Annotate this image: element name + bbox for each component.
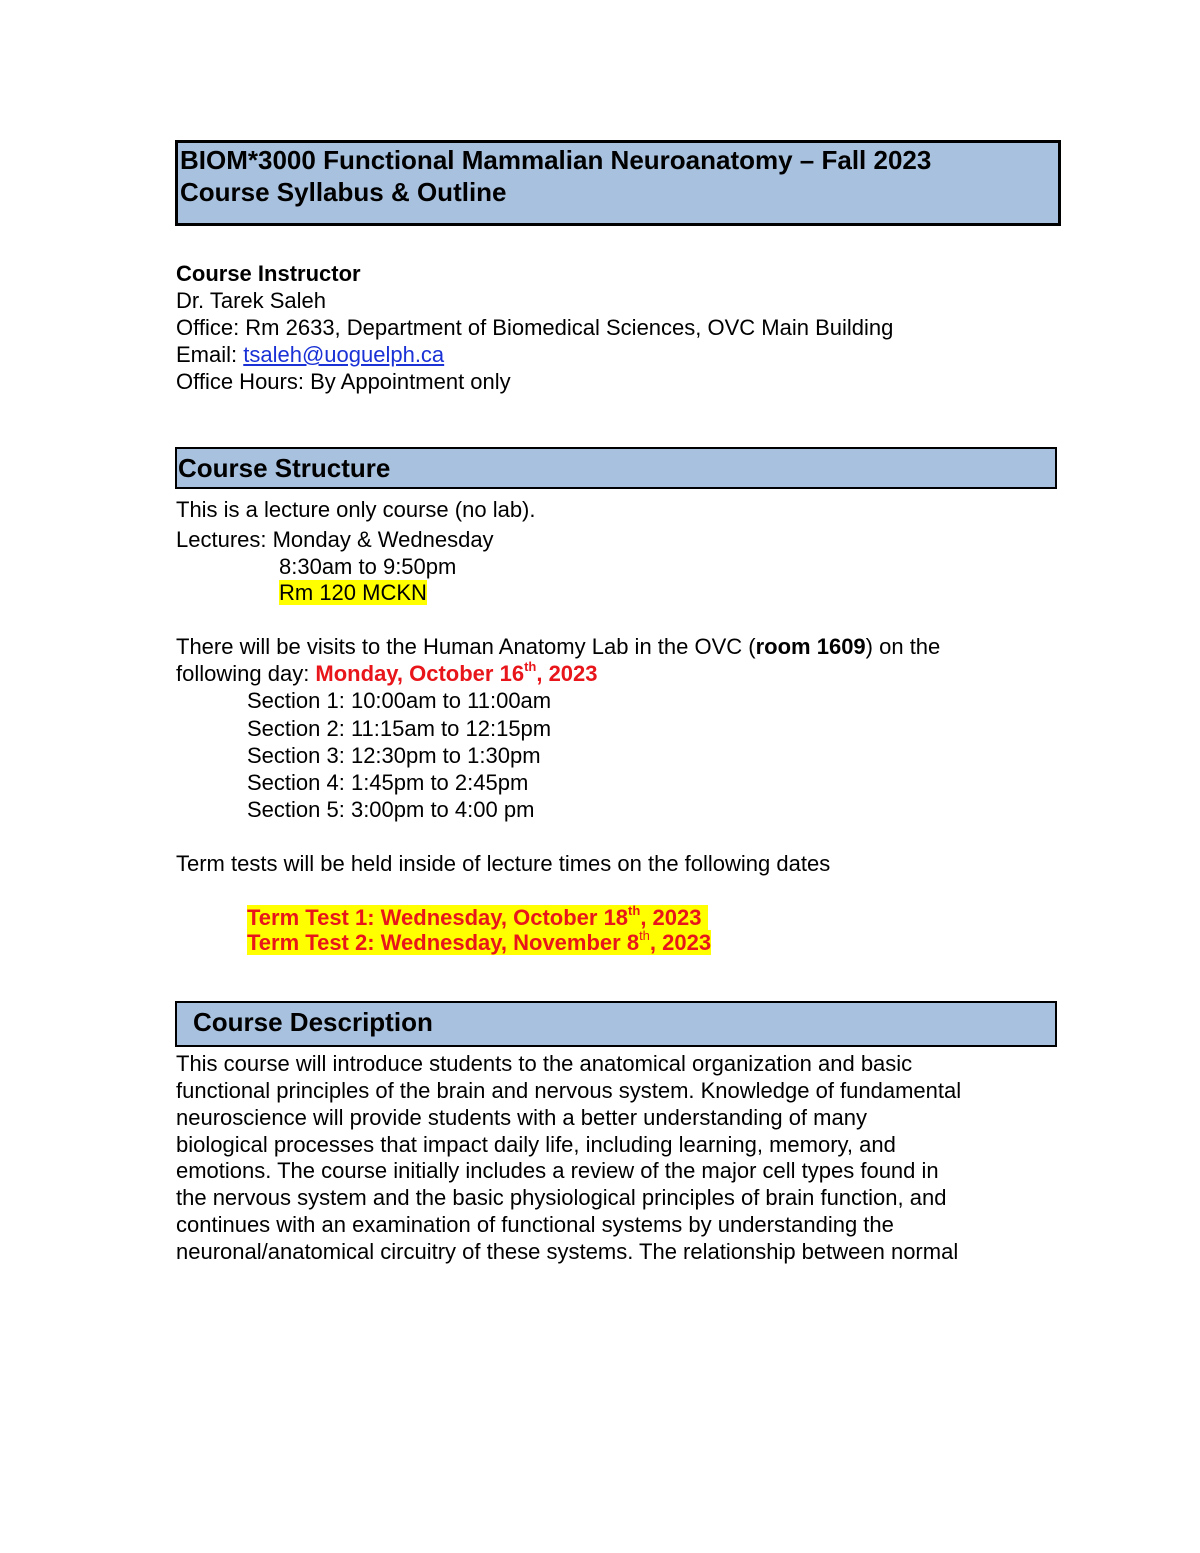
- lecture-room: Rm 120 MCKN: [279, 580, 427, 605]
- structure-intro: This is a lecture only course (no lab).: [176, 497, 536, 522]
- instructor-email-row: [176, 341, 444, 368]
- visit-date-main: Monday, October 16: [315, 661, 525, 686]
- lab-section-3: Section 3: 12:30pm to 1:30pm: [247, 743, 541, 768]
- course-description-heading: Course Description: [193, 1007, 433, 1037]
- term-test-1-main: Term Test 1: Wednesday, October 18: [247, 905, 629, 930]
- term-test-1-sup: th: [628, 902, 641, 918]
- email-label: Email:: [176, 342, 244, 367]
- visit-line-2: [176, 660, 598, 687]
- course-title: BIOM*3000 Functional Mammalian Neuroanatomy – Fall 2023: [180, 145, 932, 175]
- description-line-6: the nervous system and the basic physiological principles of brain function, and: [176, 1185, 947, 1210]
- visit-text-a: There will be visits to the Human Anatomy Lab in the OVC (: [176, 634, 756, 659]
- lab-section-5: Section 5: 3:00pm to 4:00 pm: [247, 797, 535, 822]
- lab-section-1: Section 1: 10:00am to 11:00am: [247, 688, 552, 713]
- course-description-header: [175, 1001, 1057, 1047]
- visit-date-sup: th: [524, 658, 537, 674]
- instructor-heading: Course Instructor: [176, 261, 361, 286]
- term-test-1-highlight: [247, 902, 708, 930]
- lectures-label: Lectures: Monday & Wednesday: [176, 527, 494, 552]
- term-test-1-year: , 2023: [640, 905, 702, 930]
- term-test-1: [247, 904, 708, 931]
- description-line-4: biological processes that impact daily life, including learning, memory, and: [176, 1132, 896, 1157]
- description-line-2: functional principles of the brain and nervous system. Knowledge of fundamental: [176, 1078, 962, 1103]
- visit-date-year: , 2023: [536, 661, 598, 686]
- course-structure-heading: Course Structure: [178, 453, 391, 483]
- instructor-office-hours: Office Hours: By Appointment only: [176, 369, 511, 394]
- description-line-7: continues with an examination of functional systems by understanding the: [176, 1212, 894, 1237]
- description-line-5: emotions. The course initially includes a review of the major cell types found in: [176, 1158, 939, 1183]
- term-test-2: [247, 929, 711, 956]
- title-box: [175, 140, 1061, 226]
- instructor-office: Office: Rm 2633, Department of Biomedical Sciences, OVC Main Building: [176, 315, 894, 340]
- lab-section-2: Section 2: 11:15am to 12:15pm: [247, 716, 552, 741]
- tests-intro: Term tests will be held inside of lecture times on the following dates: [176, 851, 831, 876]
- term-test-2-sup: th: [639, 927, 650, 943]
- lab-section-4: Section 4: 1:45pm to 2:45pm: [247, 770, 529, 795]
- description-line-8: neuronal/anatomical circuitry of these systems. The relationship between normal: [176, 1239, 959, 1264]
- document-subtitle: Course Syllabus & Outline: [180, 177, 507, 207]
- instructor-name: Dr. Tarek Saleh: [176, 288, 327, 313]
- term-test-2-year: , 2023: [649, 930, 712, 955]
- lecture-time: 8:30am to 9:50pm: [279, 554, 457, 579]
- visit-room: room 1609: [755, 634, 866, 659]
- lecture-room-row: [279, 579, 427, 606]
- email-link[interactable]: tsaleh@uoguelph.ca: [243, 342, 445, 367]
- term-test-2-highlight: [247, 927, 712, 955]
- description-line-1: This course will introduce students to the anatomical organization and basic: [176, 1051, 913, 1076]
- visit-date: [315, 658, 598, 686]
- visit-line-1: [176, 633, 940, 660]
- term-test-2-main: Term Test 2: Wednesday, November 8: [247, 930, 640, 955]
- description-line-3: neuroscience will provide students with a better understanding of many: [176, 1105, 867, 1130]
- course-structure-header: [175, 447, 1057, 489]
- visit-text-b: ) on the: [865, 634, 941, 659]
- visit-text-c: following day:: [176, 661, 316, 686]
